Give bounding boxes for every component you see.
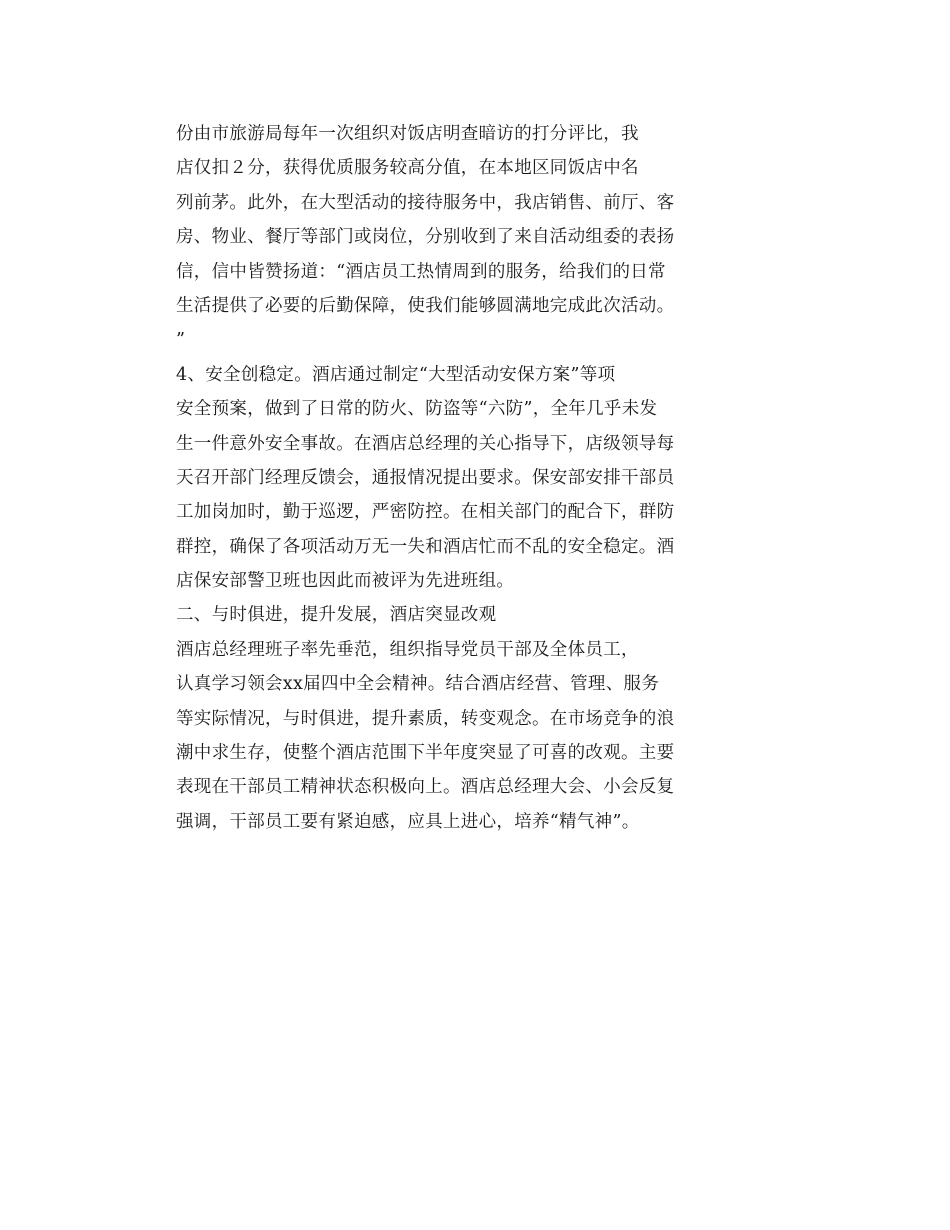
text-line: 天召开部门经理反馈会，通报情况提出要求。保安部安排干部员 [176, 467, 675, 488]
text-line: 店仅扣２分，获得优质服务较高分值，在本地区同饭店中名 [176, 158, 639, 179]
section-heading: 二、与时俱进，提升发展，酒店突显改观 [176, 605, 497, 626]
text-line: 工加岗加时，勤于巡逻，严密防控。在相关部门的配合下，群防 [176, 502, 675, 523]
text-line: 酒店总经理班子率先垂范，组织指导党员干部及全体员工， [176, 639, 639, 660]
text-line: 生活提供了必要的后勤保障，使我们能够圆满地完成此次活动。 [176, 295, 675, 316]
text-line: 房、物业、餐厅等部门或岗位，分别收到了来自活动组委的表扬 [176, 227, 675, 248]
text-line: 信，信中皆赞扬道：“酒店员工热情周到的服务，给我们的日常 [176, 261, 666, 282]
text-line: 列前茅。此外，在大型活动的接待服务中，我店销售、前厅、客 [176, 192, 675, 213]
document-body [176, 117, 716, 839]
text-line: 强调，干部员工要有紧迫感，应具上进心，培养“精气神”。 [176, 811, 640, 832]
text-line: 潮中求生存，使整个酒店范围下半年度突显了可喜的改观。主要 [176, 743, 675, 764]
text-line: 4、安全创稳定。酒店通过制定“大型活动安保方案”等项 [176, 364, 616, 385]
text-line: 份由市旅游局每年一次组织对饭店明查暗访的打分评比，我 [176, 124, 639, 144]
text-line: ” [176, 330, 186, 351]
text-line: 群控，确保了各项活动万无一失和酒店忙而不乱的安全稳定。酒 [176, 536, 675, 557]
text-line: 安全预案，做到了日常的防火、防盗等“六防”，全年几乎未发 [176, 399, 658, 420]
text-line: 店保安部警卫班也因此而被评为先进班组。 [176, 571, 515, 592]
text-line: 等实际情况，与时俱进，提升素质，转变观念。在市场竞争的浪 [176, 708, 675, 729]
text-line: 生一件意外安全事故。在酒店总经理的关心指导下，店级领导每 [176, 433, 675, 454]
text-line: 认真学习领会xx届四中全会精神。结合酒店经营、管理、服务 [176, 674, 660, 695]
text-line: 表现在干部员工精神状态积极向上。酒店总经理大会、小会反复 [176, 777, 675, 798]
